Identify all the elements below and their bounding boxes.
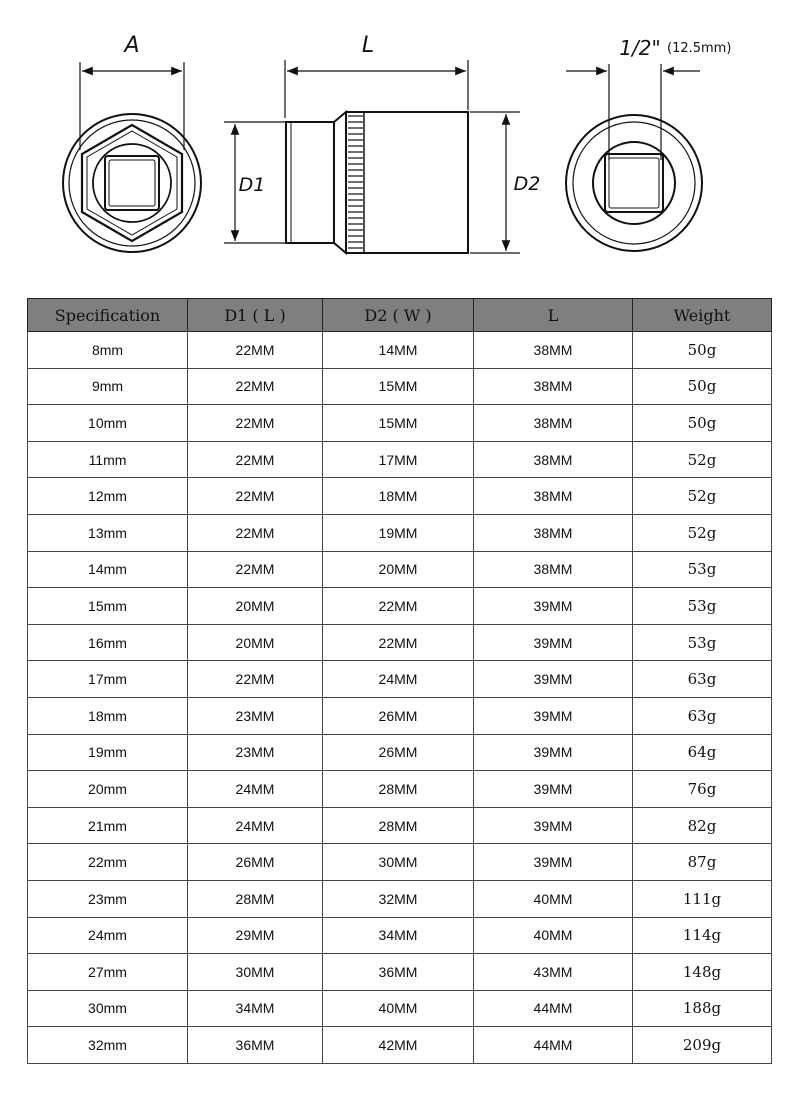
d1-cell: 20MM xyxy=(188,588,323,625)
d2-cell: 22MM xyxy=(323,588,474,625)
spec-cell: 22mm xyxy=(28,844,188,881)
table-body xyxy=(28,332,772,1064)
l-cell: 38MM xyxy=(474,332,633,369)
spec-cell: 14mm xyxy=(28,551,188,588)
d2-cell: 15MM xyxy=(323,405,474,442)
weight-cell: 209g xyxy=(633,1027,772,1064)
l-cell: 40MM xyxy=(474,917,633,954)
table-row xyxy=(28,734,772,771)
d1-cell: 22MM xyxy=(188,441,323,478)
d2-cell: 42MM xyxy=(323,1027,474,1064)
d1-cell: 28MM xyxy=(188,880,323,917)
l-cell: 44MM xyxy=(474,1027,633,1064)
d2-cell: 24MM xyxy=(323,661,474,698)
d2-cell: 28MM xyxy=(323,771,474,808)
header-d1: D1 ( L ) xyxy=(188,299,323,332)
d2-cell: 28MM xyxy=(323,807,474,844)
weight-cell: 52g xyxy=(633,441,772,478)
d1-cell: 23MM xyxy=(188,697,323,734)
header-d2: D2 ( W ) xyxy=(323,299,474,332)
header-specification: Specification xyxy=(28,299,188,332)
dimension-d2-label: D2 xyxy=(513,173,541,195)
d1-cell: 24MM xyxy=(188,807,323,844)
weight-cell: 52g xyxy=(633,514,772,551)
hex-end-view xyxy=(63,33,201,252)
l-cell: 39MM xyxy=(474,661,633,698)
l-cell: 38MM xyxy=(474,368,633,405)
spec-cell: 20mm xyxy=(28,771,188,808)
l-cell: 39MM xyxy=(474,697,633,734)
l-cell: 38MM xyxy=(474,478,633,515)
table-header-row xyxy=(28,299,772,332)
spec-cell: 24mm xyxy=(28,917,188,954)
spec-cell: 10mm xyxy=(28,405,188,442)
side-profile-view xyxy=(224,33,540,253)
d1-cell: 34MM xyxy=(188,990,323,1027)
weight-cell: 111g xyxy=(633,880,772,917)
table-row xyxy=(28,624,772,661)
spec-cell: 9mm xyxy=(28,368,188,405)
d2-cell: 36MM xyxy=(323,954,474,991)
weight-cell: 52g xyxy=(633,478,772,515)
weight-cell: 63g xyxy=(633,661,772,698)
l-cell: 38MM xyxy=(474,405,633,442)
table-row xyxy=(28,588,772,625)
drive-size-label: 1/2" xyxy=(619,36,661,60)
d2-cell: 26MM xyxy=(323,734,474,771)
weight-cell: 188g xyxy=(633,990,772,1027)
d2-cell: 40MM xyxy=(323,990,474,1027)
spec-cell: 30mm xyxy=(28,990,188,1027)
d1-cell: 22MM xyxy=(188,551,323,588)
d2-cell: 18MM xyxy=(323,478,474,515)
weight-cell: 53g xyxy=(633,588,772,625)
l-cell: 38MM xyxy=(474,441,633,478)
spec-cell: 32mm xyxy=(28,1027,188,1064)
l-cell: 38MM xyxy=(474,514,633,551)
spec-cell: 11mm xyxy=(28,441,188,478)
d1-cell: 24MM xyxy=(188,771,323,808)
d2-cell: 22MM xyxy=(323,624,474,661)
d2-cell: 30MM xyxy=(323,844,474,881)
spec-cell: 27mm xyxy=(28,954,188,991)
table-row xyxy=(28,697,772,734)
weight-cell: 76g xyxy=(633,771,772,808)
d1-cell: 22MM xyxy=(188,368,323,405)
table-row xyxy=(28,551,772,588)
d1-cell: 22MM xyxy=(188,661,323,698)
weight-cell: 87g xyxy=(633,844,772,881)
d2-cell: 19MM xyxy=(323,514,474,551)
spec-cell: 21mm xyxy=(28,807,188,844)
specification-table xyxy=(27,298,772,1064)
weight-cell: 148g xyxy=(633,954,772,991)
weight-cell: 50g xyxy=(633,368,772,405)
dimension-l-label: L xyxy=(361,33,375,58)
socket-dimension-diagram xyxy=(0,0,800,290)
d2-cell: 32MM xyxy=(323,880,474,917)
spec-cell: 19mm xyxy=(28,734,188,771)
d1-cell: 22MM xyxy=(188,478,323,515)
table-row xyxy=(28,405,772,442)
l-cell: 39MM xyxy=(474,588,633,625)
table-row xyxy=(28,771,772,808)
dimension-d1-label: D1 xyxy=(238,174,266,196)
l-cell: 44MM xyxy=(474,990,633,1027)
weight-cell: 63g xyxy=(633,697,772,734)
d1-cell: 22MM xyxy=(188,332,323,369)
d1-cell: 22MM xyxy=(188,405,323,442)
spec-cell: 18mm xyxy=(28,697,188,734)
table-row xyxy=(28,332,772,369)
l-cell: 39MM xyxy=(474,844,633,881)
d2-cell: 34MM xyxy=(323,917,474,954)
l-cell: 39MM xyxy=(474,624,633,661)
table-row xyxy=(28,844,772,881)
l-cell: 43MM xyxy=(474,954,633,991)
table-row xyxy=(28,441,772,478)
l-cell: 39MM xyxy=(474,734,633,771)
table-row xyxy=(28,917,772,954)
l-cell: 39MM xyxy=(474,807,633,844)
spec-cell: 8mm xyxy=(28,332,188,369)
d2-cell: 14MM xyxy=(323,332,474,369)
table-row xyxy=(28,478,772,515)
d1-cell: 36MM xyxy=(188,1027,323,1064)
table-row xyxy=(28,661,772,698)
spec-cell: 12mm xyxy=(28,478,188,515)
header-l: L xyxy=(474,299,633,332)
table-row xyxy=(28,807,772,844)
d1-cell: 26MM xyxy=(188,844,323,881)
d2-cell: 26MM xyxy=(323,697,474,734)
weight-cell: 53g xyxy=(633,624,772,661)
d2-cell: 20MM xyxy=(323,551,474,588)
table-row xyxy=(28,880,772,917)
weight-cell: 114g xyxy=(633,917,772,954)
weight-cell: 53g xyxy=(633,551,772,588)
d2-cell: 17MM xyxy=(323,441,474,478)
weight-cell: 50g xyxy=(633,332,772,369)
l-cell: 40MM xyxy=(474,880,633,917)
table-row xyxy=(28,368,772,405)
d1-cell: 20MM xyxy=(188,624,323,661)
drive-size-mm-label: (12.5mm) xyxy=(667,41,732,56)
table-row xyxy=(28,990,772,1027)
table-row xyxy=(28,954,772,991)
l-cell: 39MM xyxy=(474,771,633,808)
square-drive-end-view xyxy=(566,36,731,251)
spec-cell: 13mm xyxy=(28,514,188,551)
spec-cell: 17mm xyxy=(28,661,188,698)
spec-cell: 23mm xyxy=(28,880,188,917)
weight-cell: 50g xyxy=(633,405,772,442)
weight-cell: 82g xyxy=(633,807,772,844)
l-cell: 38MM xyxy=(474,551,633,588)
table-row xyxy=(28,514,772,551)
d2-cell: 15MM xyxy=(323,368,474,405)
d1-cell: 30MM xyxy=(188,954,323,991)
dimension-a-label: A xyxy=(124,33,140,58)
d1-cell: 22MM xyxy=(188,514,323,551)
weight-cell: 64g xyxy=(633,734,772,771)
d1-cell: 23MM xyxy=(188,734,323,771)
d1-cell: 29MM xyxy=(188,917,323,954)
spec-cell: 16mm xyxy=(28,624,188,661)
spec-cell: 15mm xyxy=(28,588,188,625)
table-row xyxy=(28,1027,772,1064)
header-weight: Weight xyxy=(633,299,772,332)
